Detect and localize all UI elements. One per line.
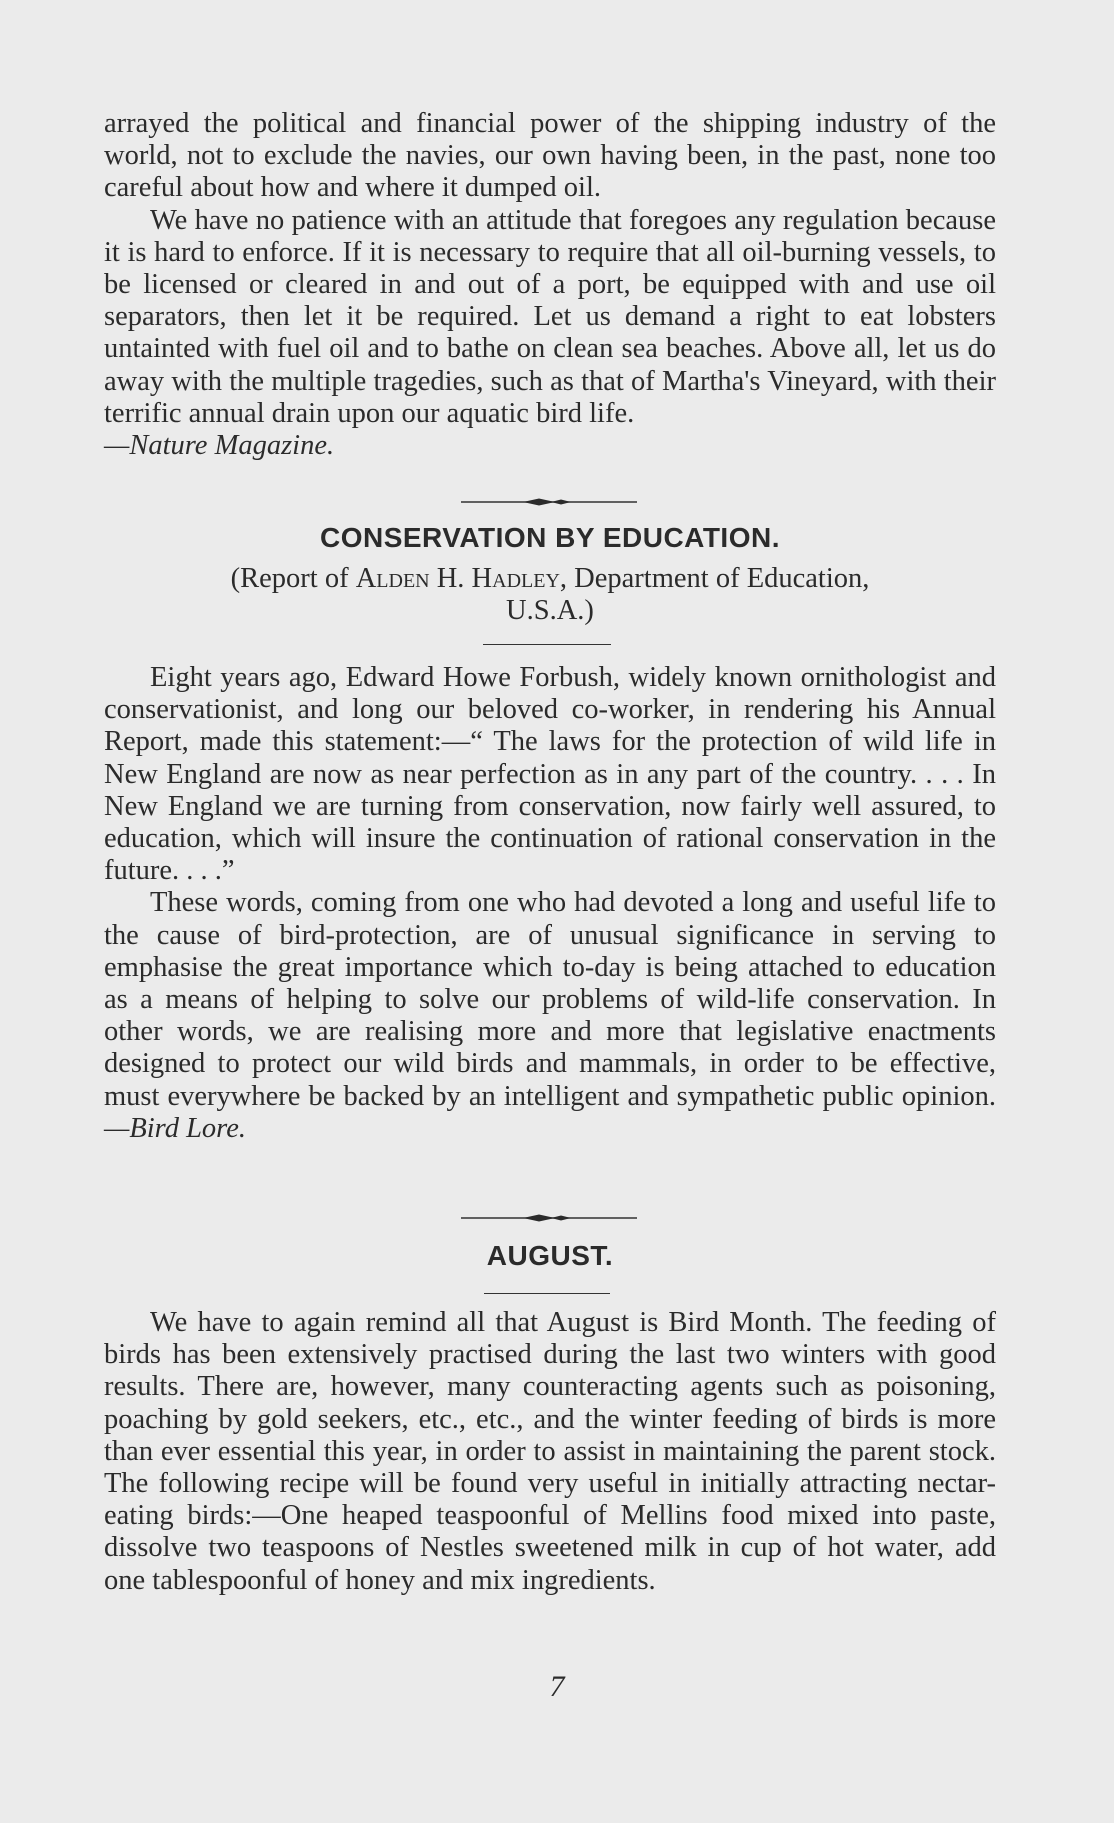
source-bird-lore: —Bird Lore. <box>104 1112 246 1144</box>
section-heading-august: AUGUST. <box>486 1240 614 1271</box>
short-rule-2 <box>484 1293 610 1294</box>
source-citation <box>104 430 996 462</box>
section-heading-conservation: CONSERVATION BY EDUCATION. <box>319 522 780 553</box>
ornament-divider <box>461 496 637 508</box>
education-paragraph: These words, coming from one who had devoted a long and useful life to the cause of bird-protection, are of unusual significance in serving to emphasise the great importance which to-day is being attached to education as a means of helping to solve our problems of wild-life conservation. In other words, we are realising more and more that legislative enactments designed to protect our wild birds and mammals, in order to be effective, must everywhere be backed by an intelligent and sympathetic public opinion.—Bird Lore. <box>104 887 996 1144</box>
forbush-paragraph: Eight years ago, Edward Howe Forbush, widely known ornithologist and conservationist, and long our beloved co-worker, in rendering his Annual Report, made this statement:—“ The laws for the protection of wild life in New England are now as near perfection as in any part of the country. . . . In New England we are turning from conservation, now fairly well assured, to education, which will insure the continuation of rational conservation in the future. . . .” <box>104 662 996 887</box>
body-text-top <box>104 108 996 462</box>
ornament-divider-2 <box>461 1212 637 1224</box>
regulation-paragraph: We have no patience with an attitude that foregoes any regulation because it is hard to enforce. If it is necessary to require that all oil-burning vessels, to be licensed or cleared in and out of a port, be equipped with and use oil separators, then let it be required. Let us demand a right to eat lobsters untainted with fuel oil and to bathe on clean sea beaches. Above all, let us do away with the multiple tragedies, such as that of Martha's Vineyard, with their terrific annual drain upon our aquatic bird life. <box>104 204 996 429</box>
page-number: 7 <box>549 1670 565 1703</box>
author-name: Alden H. Hadley <box>355 563 560 594</box>
source-nature-magazine: —Nature Magazine. <box>104 430 335 462</box>
august-paragraph: We have to again remind all that August is Bird Month. The feeding of birds has been extensively practised during the last two winters with good results. There are, however, many counteracting agents such as poisoning, poaching by gold seekers, etc., etc., and the winter feeding of birds is more than ever essential this year, in order to assist in maintaining the parent stock. The following recipe will be found very useful in initially attracting nectar-eating birds:—One heaped teaspoonful of Mellins food mixed into paste, dissolve two teaspoons of Nestles sweetened milk in cup of hot water, add one tablespoonful of honey and mix ingredients. <box>104 1307 996 1596</box>
body-text-august <box>104 1307 996 1597</box>
short-rule <box>483 644 611 645</box>
report-attribution <box>104 563 996 627</box>
report-line-2: U.S.A.) <box>506 595 594 626</box>
body-text-conservation <box>104 662 996 1145</box>
report-line-1: (Report of Alden H. Hadley, Department of Education, <box>230 563 870 594</box>
opening-paragraph: arrayed the political and financial power of the shipping industry of the world, not to exclude the navies, our own having been, in the past, none too careful about how and where it dumped oil. <box>104 108 996 204</box>
